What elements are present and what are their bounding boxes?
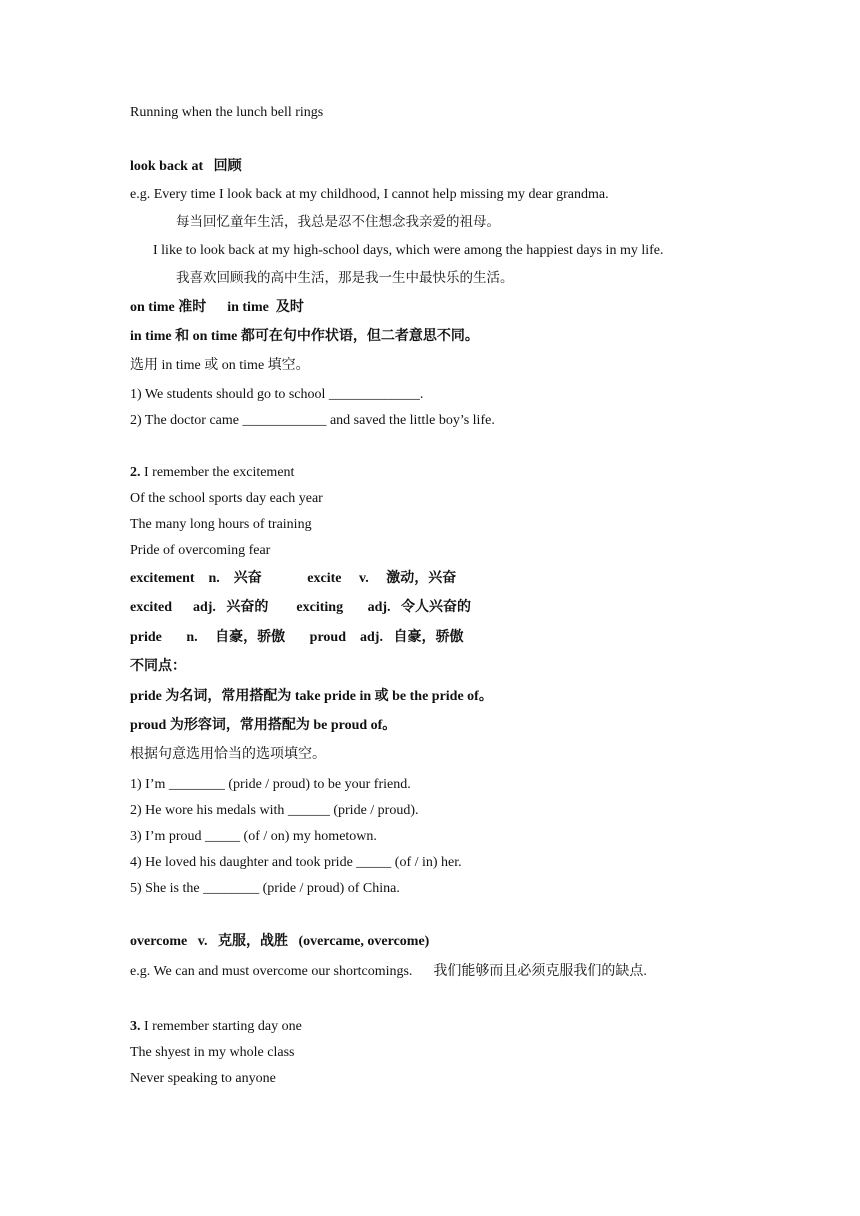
example-sentence: e.g. Every time I look back at my childhood, I cannot help missing my dear grandma. <box>130 187 609 202</box>
example-translation: 每当回忆童年生活，我总是忍不住想念我亲爱的祖母。 <box>176 214 500 230</box>
section-number: 3. <box>130 1019 141 1034</box>
lyric-line: Pride of overcoming fear <box>130 543 271 558</box>
exercise-item: 3) I’m proud _____ (of / on) my hometown. <box>130 829 377 844</box>
lyric-line: The shyest in my whole class <box>130 1045 295 1060</box>
exercise-instruction: 选用 in time 或 on time 填空。 <box>130 358 310 373</box>
example-translation: 我喜欢回顾我的高中生活，那是我一生中最快乐的生活。 <box>176 270 514 286</box>
lyric-line: Running when the lunch bell rings <box>130 105 324 120</box>
vocab-line: excitement n. 兴奋 excite v. 激动，兴奋 <box>130 571 457 586</box>
exercise-item: 2) He wore his medals with ______ (pride / proud). <box>130 803 419 818</box>
example-sentence: I like to look back at my high-school days, which were among the happiest days in my life. <box>153 243 664 258</box>
lyric-text: I remember the excitement <box>140 465 295 480</box>
section-number: 2. <box>130 465 141 480</box>
exercise-instruction: 根据句意选用恰当的选项填空。 <box>130 747 326 762</box>
lyric-text: I remember starting day one <box>140 1019 302 1034</box>
vocab-heading-on-time-in-time: on time 准时 in time 及时 <box>130 300 304 315</box>
vocab-line: excited adj. 兴奋的 exciting adj. 令人兴奋的 <box>130 600 472 615</box>
grammar-note: in time 和 on time 都可在句中作状语，但二者意思不同。 <box>130 329 479 344</box>
lyric-line <box>130 464 294 482</box>
lyric-line <box>130 1018 302 1036</box>
exercise-item: 2) The doctor came ____________ and saved the little boy’s life. <box>130 413 495 428</box>
grammar-note-heading: 不同点： <box>130 659 186 674</box>
grammar-note: proud 为形容词，常用搭配为 be proud of。 <box>130 718 397 733</box>
vocab-heading-look-back-at: look back at 回顾 <box>130 159 242 174</box>
lyric-line: Of the school sports day each year <box>130 491 323 506</box>
lyric-line: Never speaking to anyone <box>130 1071 276 1086</box>
grammar-note: pride 为名词，常用搭配为 take pride in 或 be the pride of。 <box>130 689 493 704</box>
exercise-item: 4) He loved his daughter and took pride _____ (of / in) her. <box>130 855 462 870</box>
exercise-item: 5) She is the ________ (pride / proud) of China. <box>130 881 400 896</box>
lyric-line: The many long hours of training <box>130 517 312 532</box>
exercise-item: 1) I’m ________ (pride / proud) to be your friend. <box>130 777 411 792</box>
exercise-item: 1) We students should go to school _____________. <box>130 387 424 402</box>
vocab-line: pride n. 自豪，骄傲 proud adj. 自豪，骄傲 <box>130 630 464 645</box>
example-sentence: e.g. We can and must overcome our shortcomings. 我们能够而且必须克服我们的缺点. <box>130 964 647 979</box>
vocab-heading-overcome: overcome v. 克服，战胜 (overcame, overcome) <box>130 934 430 949</box>
